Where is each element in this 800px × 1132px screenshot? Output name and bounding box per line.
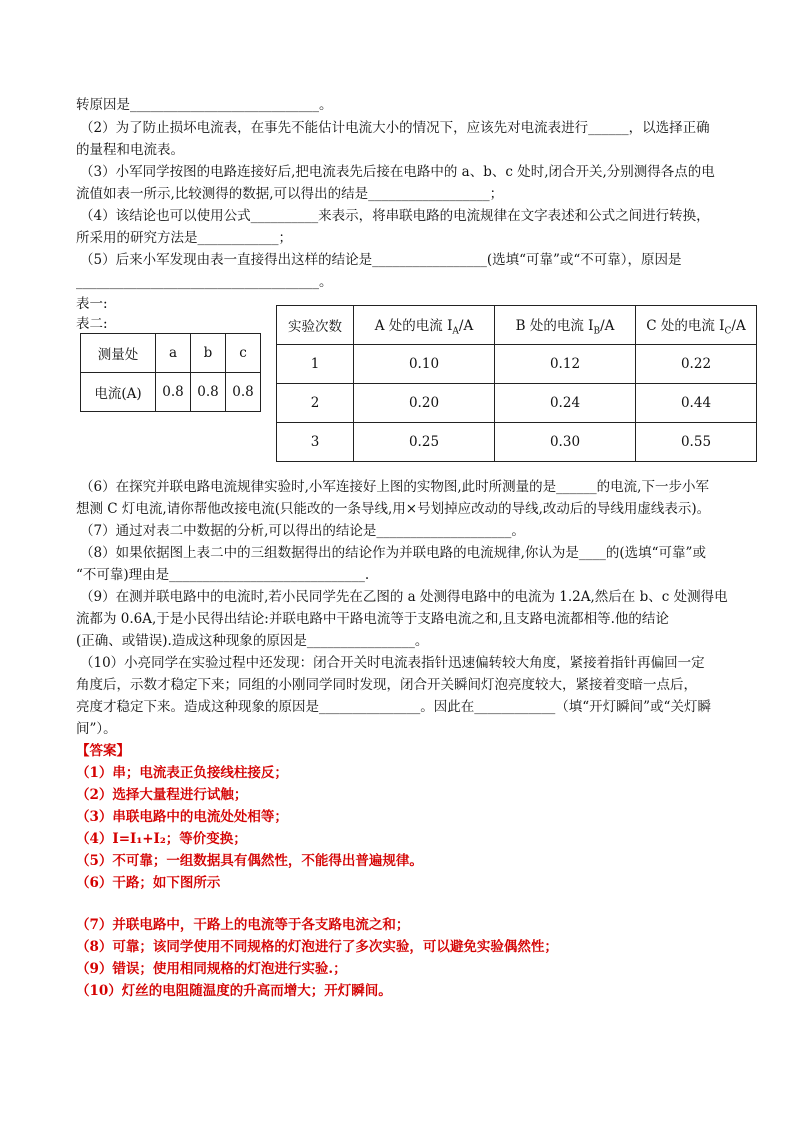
- table-row: [277, 384, 757, 423]
- q3-line-cont: 流值如表一所示,比较测得的数据,可以得出的结是__________________；: [76, 186, 504, 202]
- table-header-cell: c: [226, 334, 261, 373]
- table-cell: 0.10: [354, 345, 495, 384]
- table-cell: 0.8: [156, 373, 191, 412]
- q9-line: （9）在测并联电路中的电流时,若小民同学先在乙图的 a 处测得电路中的电流为 1.2A,然后在 b、c 处测得电: [80, 589, 728, 605]
- answer-heading: 【答案】: [76, 743, 130, 759]
- q5-line: （5）后来小军发现由表一直接得出这样的结论是_________________(选填“可靠”或“不可靠），原因是: [80, 252, 682, 268]
- table-cell: 0.55: [636, 423, 757, 462]
- table1-label: 表一:: [76, 296, 108, 312]
- header-subscript: A: [452, 326, 459, 337]
- table-cell: 电流(A): [81, 373, 156, 412]
- table-header-cell: b: [191, 334, 226, 373]
- table-two: [80, 333, 261, 412]
- answer-2: （2）选择大量程进行试触；: [76, 787, 248, 803]
- table-cell: 0.20: [354, 384, 495, 423]
- answer-7: （7）并联电路中，干路上的电流等于各支路电流之和；: [76, 917, 410, 933]
- answer-5: （5）不可靠；一组数据具有偶然性，不能得出普遍规律。: [76, 853, 423, 869]
- q6-line-cont: 想测 C 灯电流,请你帮他改接电流(只能改的一条导线,用×号划掉应改动的导线,改动后的导线用虚线表示)。: [76, 501, 711, 517]
- q4-line-cont: 所采用的研究方法是____________；: [76, 230, 292, 246]
- table-header-cell: a: [156, 334, 191, 373]
- table-one: [276, 305, 757, 462]
- header-text: B 处的电流 I: [515, 317, 594, 334]
- table-row: [277, 306, 757, 345]
- answer-6: （6）干路；如下图所示: [76, 875, 221, 891]
- q10-line-cont: 角度后，示数才稳定下来；同组的小刚同学同时发现，闭合开关瞬间灯泡亮度较大，紧接着变暗一点后，: [76, 677, 697, 693]
- q7-line: （7）通过对表二中数据的分析,可以得出的结论是____________________。: [80, 523, 525, 539]
- answer-10: （10）灯丝的电阻随温度的升高而增大；开灯瞬间。: [76, 983, 392, 999]
- q2-line-cont: 的量程和电流表。: [76, 142, 184, 158]
- q8-line: （8）如果依据图上表二中的三组数据得出的结论作为并联电路的电流规律,你认为是____的(选填“可靠”或: [80, 545, 706, 561]
- table-cell: 0.22: [636, 345, 757, 384]
- q9-line-cont2: (正确、或错误).造成这种现象的原因是________________。: [76, 633, 429, 649]
- answer-8: （8）可靠；该同学使用不同规格的灯泡进行了多次实验，可以避免实验偶然性；: [76, 939, 558, 955]
- q4-line: （4）该结论也可以使用公式__________来表示，将串联电路的电流规律在文字表述和公式之间进行转换，: [80, 208, 710, 224]
- answer-3: （3）串联电路中的电流处处相等；: [76, 809, 288, 825]
- header-subscript: B: [593, 326, 601, 337]
- answer-4: （4）I=I₁+I₂；等价变换；: [76, 831, 247, 847]
- table-cell: 2: [277, 384, 354, 423]
- q10-line-cont3: 间”）。: [76, 721, 117, 737]
- table-cell: 0.24: [495, 384, 636, 423]
- header-unit: /A: [458, 317, 474, 334]
- table-header-cell: [354, 306, 495, 345]
- header-subscript: C: [724, 326, 732, 337]
- table-cell: 0.30: [495, 423, 636, 462]
- answer-9: （9）错误；使用相同规格的灯泡进行实验.；: [76, 961, 347, 977]
- table-row: [81, 334, 261, 373]
- q9-line-cont: 流都为 0.6A,于是小民得出结论:并联电路中干路电流等于支路电流之和,且支路电流都相等.他的结论: [76, 611, 669, 627]
- header-text: A 处的电流 I: [374, 317, 453, 334]
- q1-end-line: 转原因是____________________________。: [76, 97, 333, 113]
- table-header-cell: 测量处: [81, 334, 156, 373]
- table-cell: 0.25: [354, 423, 495, 462]
- header-unit: /A: [731, 317, 746, 334]
- table-cell: 0.8: [191, 373, 226, 412]
- table-header-cell: [495, 306, 636, 345]
- table-cell: 0.8: [226, 373, 261, 412]
- table-header-cell: 实验次数: [277, 306, 354, 345]
- table-row: [81, 373, 261, 412]
- answer-1: （1）串；电流表正负接线柱接反；: [76, 765, 288, 781]
- table-row: [277, 423, 757, 462]
- q2-line: （2）为了防止损坏电流表，在事先不能估计电流大小的情况下，应该先对电流表进行______，以选择正确: [80, 120, 710, 136]
- table-cell: 3: [277, 423, 354, 462]
- q3-line: （3）小军同学按图的电路连接好后,把电流表先后接在电路中的 a、b、c 处时,闭合开关,分别测得各点的电: [80, 164, 715, 180]
- q10-line: （10）小亮同学在实验过程中还发现：闭合开关时电流表指针迅速偏转较大角度，紧接着指针再偏回一定: [80, 655, 705, 671]
- q5-line-cont: ____________________________________。: [76, 274, 333, 290]
- table-row: [277, 345, 757, 384]
- table-cell: 0.12: [495, 345, 636, 384]
- q10-line-cont2: 亮度才稳定下来。造成这种现象的原因是_______________。因此在____________（填“开灯瞬间”或“关灯瞬: [76, 699, 711, 715]
- q8-line-cont: “不可靠)理由是_____________________________.: [76, 567, 370, 583]
- table2-label: 表二:: [76, 316, 108, 332]
- table-cell: 1: [277, 345, 354, 384]
- table-cell: 0.44: [636, 384, 757, 423]
- header-text: C 处的电流 I: [646, 317, 725, 334]
- q6-line: （6）在探究并联电路电流规律实验时,小军连接好上图的实物图,此时所测量的是______的电流,下一步小军: [80, 479, 709, 495]
- header-unit: /A: [600, 317, 615, 334]
- table-header-cell: [636, 306, 757, 345]
